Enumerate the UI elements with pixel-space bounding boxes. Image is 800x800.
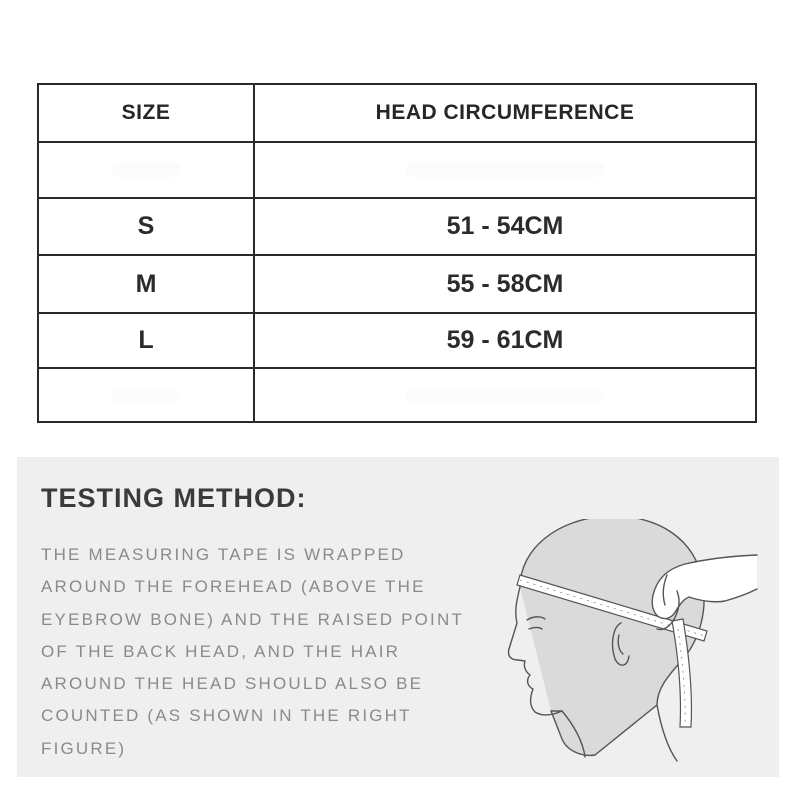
range-cell-m: 55 - 58CM — [255, 256, 755, 314]
description-line: FIGURE) — [41, 738, 127, 758]
range-cell-s: 51 - 54CM — [255, 199, 755, 256]
blank-row-range-cell — [255, 369, 755, 423]
blank-row-size-cell — [39, 143, 255, 199]
size-cell-l: L — [39, 314, 255, 369]
range-cell-l: 59 - 61CM — [255, 314, 755, 369]
description-line: THE MEASURING TAPE IS WRAPPED — [41, 545, 406, 564]
faded-text-placeholder — [405, 163, 605, 177]
size-table — [37, 83, 757, 423]
description-line: AROUND THE FOREHEAD (ABOVE THE — [41, 577, 426, 597]
circumference-column-header: HEAD CIRCUMFERENCE — [255, 85, 755, 143]
faded-text-placeholder — [111, 163, 181, 177]
blank-row-range-cell — [255, 143, 755, 199]
faded-text-placeholder — [405, 389, 605, 403]
size-cell-s: S — [39, 199, 255, 256]
testing-method-panel — [17, 457, 779, 777]
description-line: OF THE BACK HEAD, AND THE HAIR — [41, 641, 401, 661]
description-line: EYEBROW BONE) AND THE RAISED POINT — [41, 609, 465, 629]
testing-method-title: TESTING METHOD: — [41, 483, 307, 513]
size-cell-m: M — [39, 256, 255, 314]
testing-method-description — [41, 539, 464, 765]
size-column-header: SIZE — [39, 85, 255, 143]
blank-row-size-cell — [39, 369, 255, 423]
head-measurement-illustration — [487, 519, 767, 769]
description-line: AROUND THE HEAD SHOULD ALSO BE — [41, 674, 424, 694]
description-line: COUNTED (AS SHOWN IN THE RIGHT — [41, 706, 412, 726]
faded-text-placeholder — [111, 389, 181, 403]
